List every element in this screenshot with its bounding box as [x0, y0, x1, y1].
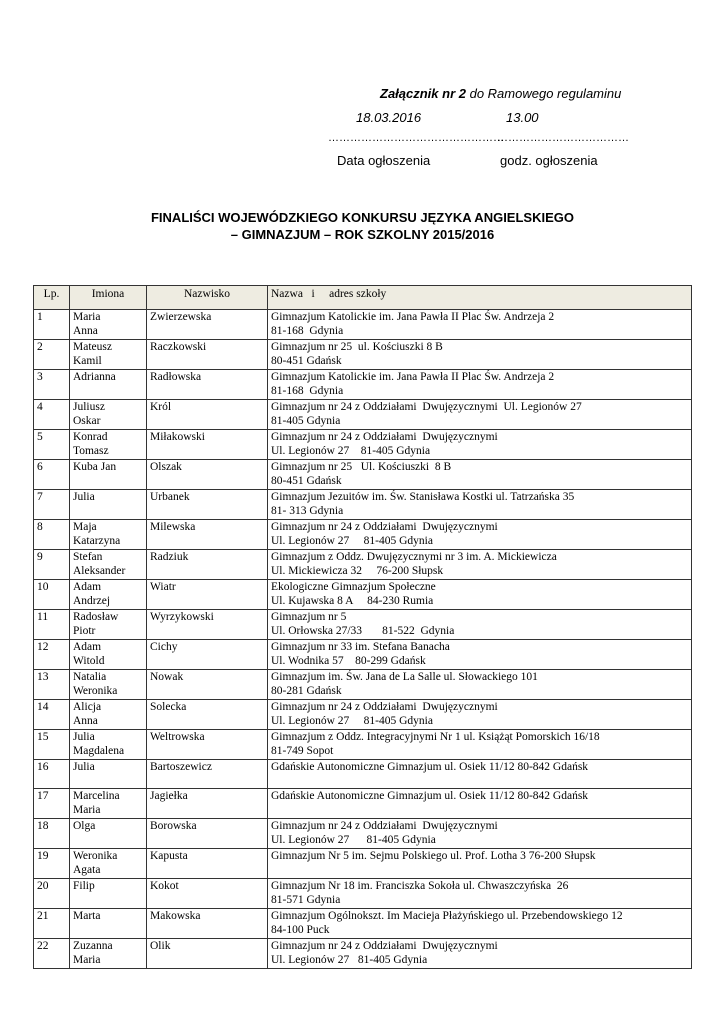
school-name-line: Gimnazjum Katolickie im. Jana Pawła II Plac Św. Andrzeja 2	[271, 371, 555, 383]
school-name-line: Gimnazjum nr 24 z Oddziałami Dwujęzycznymi	[271, 820, 498, 832]
row-number: 2	[37, 341, 43, 353]
row-number: 14	[37, 701, 49, 713]
school-cell	[268, 520, 692, 550]
school-address-line: 81-749 Sopot	[271, 744, 334, 757]
school-name-line: Gimnazjum nr 25 Ul. Kościuszki 8 B	[271, 461, 452, 473]
surname: Kapusta	[150, 850, 188, 862]
first-names-cell	[70, 550, 147, 580]
time-label: godz. ogłoszenia	[500, 153, 598, 168]
first-name: Kuba Jan	[73, 461, 117, 473]
surname-cell	[147, 670, 268, 700]
surname-cell	[147, 370, 268, 400]
school-cell	[268, 400, 692, 430]
second-name: Kamil	[73, 354, 102, 367]
school-name-line: Ekologiczne Gimnazjum Społeczne	[271, 581, 436, 593]
school-name-line: Gdańskie Autonomiczne Gimnazjum ul. Osiek 11/12 80-842 Gdańsk	[271, 761, 589, 773]
surname: Radłowska	[150, 371, 202, 383]
row-number: 20	[37, 880, 49, 892]
school-cell	[268, 670, 692, 700]
row-number: 15	[37, 731, 49, 743]
school-name-line: Gimnazjum Ogólnokszt. Im Macieja Płażyńskiego ul. Przebendowskiego 12	[271, 910, 623, 922]
surname-cell	[147, 430, 268, 460]
school-address-line: Ul. Legionów 27 81-405 Gdynia	[271, 953, 428, 966]
surname-cell	[147, 730, 268, 760]
school-address-line: Ul. Wodnika 57 80-299 Gdańsk	[271, 654, 426, 667]
first-names-cell	[70, 879, 147, 909]
school-address-line: 81-405 Gdynia	[271, 414, 341, 427]
finalists-table	[33, 285, 692, 969]
first-names-cell	[70, 760, 147, 789]
first-names-cell	[70, 849, 147, 879]
surname-cell	[147, 400, 268, 430]
first-name: Filip	[73, 880, 95, 892]
school-address-line: 81-168 Gdynia	[271, 384, 344, 397]
school-cell	[268, 580, 692, 610]
school-name-line: Gimnazjum Jezuitów im. Św. Stanisława Kostki ul. Tatrzańska 35	[271, 491, 575, 503]
row-number: 5	[37, 431, 43, 443]
school-cell	[268, 490, 692, 520]
surname-cell	[147, 849, 268, 879]
surname-cell	[147, 939, 268, 969]
table-row	[34, 580, 692, 610]
school-address-line: Ul. Legionów 27 81-405 Gdynia	[271, 714, 433, 727]
first-names-cell	[70, 640, 147, 670]
row-number: 10	[37, 581, 49, 593]
second-name: Maria	[73, 803, 101, 816]
surname-cell	[147, 700, 268, 730]
surname: Radziuk	[150, 551, 189, 563]
first-names-cell	[70, 730, 147, 760]
row-number: 6	[37, 461, 43, 473]
row-number-cell	[34, 849, 70, 879]
table-row	[34, 340, 692, 370]
surname: Wiatr	[150, 581, 176, 593]
first-names-cell	[70, 580, 147, 610]
school-name-line: Gimnazjum nr 24 z Oddziałami Dwujęzycznymi	[271, 521, 498, 533]
row-number: 18	[37, 820, 49, 832]
row-number: 11	[37, 611, 49, 623]
time-dotted-line: ………………………………	[497, 132, 629, 144]
surname: Zwierzewska	[150, 311, 212, 323]
table-row	[34, 849, 692, 879]
row-number-cell	[34, 760, 70, 789]
surname-cell	[147, 580, 268, 610]
second-name: Magdalena	[73, 744, 125, 757]
surname: Wyrzykowski	[150, 611, 214, 623]
surname-cell	[147, 310, 268, 340]
second-name: Agata	[73, 863, 101, 876]
annex-reference	[380, 86, 621, 101]
school-name-line: Gimnazjum Nr 18 im. Franciszka Sokoła ul. Chwaszczyńska 26	[271, 880, 569, 892]
school-name-line: Gimnazjum nr 33 im. Stefana Banacha	[271, 641, 450, 653]
school-cell	[268, 879, 692, 909]
row-number-cell	[34, 730, 70, 760]
row-number: 12	[37, 641, 49, 653]
row-number: 16	[37, 761, 49, 773]
row-number-cell	[34, 400, 70, 430]
column-header-lp: Lp.	[34, 286, 70, 310]
school-name-line: Gimnazjum z Oddz. Integracyjnymi Nr 1 ul. Książąt Pomorskich 16/18	[271, 731, 600, 743]
table-row	[34, 730, 692, 760]
row-number: 22	[37, 940, 49, 952]
school-name-line: Gimnazjum im. Św. Jana de La Salle ul. Słowackiego 101	[271, 671, 538, 683]
row-number-cell	[34, 789, 70, 819]
first-name: Zuzanna	[73, 940, 113, 952]
announcement-date: 18.03.2016	[356, 110, 422, 125]
surname: Król	[150, 401, 172, 413]
first-names-cell	[70, 460, 147, 490]
school-address-line: 81-168 Gdynia	[271, 324, 344, 337]
table-row	[34, 670, 692, 700]
row-number-cell	[34, 909, 70, 939]
row-number-cell	[34, 610, 70, 640]
row-number: 21	[37, 910, 49, 922]
first-name: Konrad	[73, 431, 108, 443]
second-name: Andrzej	[73, 594, 111, 607]
row-number-cell	[34, 580, 70, 610]
table-row	[34, 640, 692, 670]
table-row	[34, 789, 692, 819]
school-address-line: Ul. Legionów 27 81-405 Gdynia	[271, 534, 433, 547]
school-cell	[268, 760, 692, 789]
second-name: Katarzyna	[73, 534, 121, 547]
school-name-line: Gimnazjum nr 24 z Oddziałami Dwujęzycznymi	[271, 431, 498, 443]
row-number: 8	[37, 521, 43, 533]
school-address-line: 81- 313 Gdynia	[271, 504, 344, 517]
row-number: 17	[37, 790, 49, 802]
table-row	[34, 879, 692, 909]
row-number-cell	[34, 310, 70, 340]
second-name: Anna	[73, 714, 98, 727]
first-names-cell	[70, 789, 147, 819]
first-name: Marcelina	[73, 790, 120, 802]
surname-cell	[147, 819, 268, 849]
first-name: Julia	[73, 731, 95, 743]
row-number: 19	[37, 850, 49, 862]
surname-cell	[147, 640, 268, 670]
first-names-cell	[70, 700, 147, 730]
school-cell	[268, 909, 692, 939]
row-number-cell	[34, 370, 70, 400]
first-names-cell	[70, 909, 147, 939]
row-number: 3	[37, 371, 43, 383]
table-row	[34, 490, 692, 520]
school-name-line: Gdańskie Autonomiczne Gimnazjum ul. Osiek 11/12 80-842 Gdańsk	[271, 790, 589, 802]
table-row	[34, 610, 692, 640]
school-cell	[268, 340, 692, 370]
table-header-row	[34, 286, 692, 310]
annex-number: Załącznik nr 2	[380, 86, 466, 101]
first-name: Maja	[73, 521, 97, 533]
first-name: Mateusz	[73, 341, 112, 353]
surname: Milewska	[150, 521, 196, 533]
column-header-surname: Nazwisko	[147, 286, 268, 310]
first-name: Weronika	[73, 850, 118, 862]
first-names-cell	[70, 370, 147, 400]
row-number: 9	[37, 551, 43, 563]
table-row	[34, 370, 692, 400]
school-name-line: Gimnazjum Nr 5 im. Sejmu Polskiego ul. Prof. Lotha 3 76-200 Słupsk	[271, 850, 596, 862]
school-cell	[268, 819, 692, 849]
table-row	[34, 700, 692, 730]
second-name: Tomasz	[73, 444, 109, 457]
surname: Urbanek	[150, 491, 190, 503]
row-number-cell	[34, 430, 70, 460]
column-header-first-names: Imiona	[70, 286, 147, 310]
first-names-cell	[70, 340, 147, 370]
first-names-cell	[70, 430, 147, 460]
second-name: Oskar	[73, 414, 101, 427]
school-cell	[268, 370, 692, 400]
school-address-line: Ul. Legionów 27 81-405 Gdynia	[271, 444, 431, 457]
surname-cell	[147, 550, 268, 580]
table-row	[34, 460, 692, 490]
row-number-cell	[34, 939, 70, 969]
row-number: 13	[37, 671, 49, 683]
row-number-cell	[34, 879, 70, 909]
table-row	[34, 909, 692, 939]
school-name-line: Gimnazjum nr 24 z Oddziałami Dwujęzycznymi	[271, 701, 498, 713]
first-name: Maria	[73, 311, 101, 323]
first-name: Julia	[73, 491, 95, 503]
school-address-line: 80-451 Gdańsk	[271, 354, 342, 367]
first-names-cell	[70, 939, 147, 969]
table-row	[34, 400, 692, 430]
row-number-cell	[34, 640, 70, 670]
table-row	[34, 430, 692, 460]
surname-cell	[147, 340, 268, 370]
first-name: Marta	[73, 910, 101, 922]
annex-regulation: do Ramowego regulaminu	[465, 86, 622, 101]
surname: Solecka	[150, 701, 187, 713]
first-name: Radosław	[73, 611, 119, 623]
surname: Jagiełka	[150, 790, 188, 802]
first-names-cell	[70, 819, 147, 849]
row-number-cell	[34, 550, 70, 580]
school-address-line: Ul. Legionów 27 81-405 Gdynia	[271, 833, 436, 846]
surname: Olik	[150, 940, 171, 952]
school-address-line: Ul. Mickiewicza 32 76-200 Słupsk	[271, 564, 444, 577]
first-names-cell	[70, 520, 147, 550]
first-name: Adrianna	[73, 371, 116, 383]
surname: Miłakowski	[150, 431, 205, 443]
table-row	[34, 310, 692, 340]
document-title-line-2: – GIMNAZJUM – ROK SZKOLNY 2015/2016	[230, 227, 495, 242]
school-cell	[268, 310, 692, 340]
row-number-cell	[34, 460, 70, 490]
row-number: 1	[37, 311, 43, 323]
first-name: Juliusz	[73, 401, 105, 413]
surname: Weltrowska	[150, 731, 205, 743]
school-cell	[268, 700, 692, 730]
school-cell	[268, 610, 692, 640]
first-names-cell	[70, 670, 147, 700]
surname-cell	[147, 789, 268, 819]
school-address-line: 80-451 Gdańsk	[271, 474, 342, 487]
school-cell	[268, 789, 692, 819]
surname-cell	[147, 909, 268, 939]
table-row	[34, 939, 692, 969]
school-name-line: Gimnazjum Katolickie im. Jana Pawła II Plac Św. Andrzeja 2	[271, 311, 555, 323]
second-name: Weronika	[73, 684, 118, 697]
first-name: Julia	[73, 761, 95, 773]
school-name-line: Gimnazjum nr 24 z Oddziałami Dwujęzycznymi	[271, 940, 498, 952]
surname: Kokot	[150, 880, 179, 892]
column-header-school: Nazwa i adres szkoły	[268, 286, 692, 310]
table-row	[34, 760, 692, 789]
surname: Cichy	[150, 641, 178, 653]
row-number-cell	[34, 700, 70, 730]
table-row	[34, 819, 692, 849]
first-names-cell	[70, 310, 147, 340]
row-number-cell	[34, 670, 70, 700]
school-cell	[268, 460, 692, 490]
row-number-cell	[34, 490, 70, 520]
row-number-cell	[34, 520, 70, 550]
surname-cell	[147, 760, 268, 789]
school-cell	[268, 430, 692, 460]
surname: Borowska	[150, 820, 197, 832]
school-name-line: Gimnazjum z Oddz. Dwujęzycznymi nr 3 im. A. Mickiewicza	[271, 551, 557, 563]
first-name: Adam	[73, 581, 102, 593]
surname-cell	[147, 610, 268, 640]
school-cell	[268, 550, 692, 580]
first-name: Adam	[73, 641, 102, 653]
school-cell	[268, 640, 692, 670]
second-name: Piotr	[73, 624, 96, 637]
second-name: Aleksander	[73, 564, 126, 577]
second-name: Witold	[73, 654, 105, 667]
first-name: Natalia	[73, 671, 107, 683]
announcement-time: 13.00	[506, 110, 539, 125]
table-row	[34, 520, 692, 550]
row-number: 4	[37, 401, 43, 413]
school-cell	[268, 730, 692, 760]
first-names-cell	[70, 490, 147, 520]
surname: Nowak	[150, 671, 184, 683]
table-row	[34, 550, 692, 580]
second-name: Maria	[73, 953, 101, 966]
surname: Makowska	[150, 910, 201, 922]
school-address-line: 84-100 Puck	[271, 923, 330, 936]
surname: Raczkowski	[150, 341, 207, 353]
surname: Bartoszewicz	[150, 761, 212, 773]
school-name-line: Gimnazjum nr 25 ul. Kościuszki 8 B	[271, 341, 443, 353]
school-name-line: Gimnazjum nr 24 z Oddziałami Dwujęzycznymi Ul. Legionów 27	[271, 401, 582, 413]
school-cell	[268, 849, 692, 879]
second-name: Anna	[73, 324, 98, 337]
first-name: Olga	[73, 820, 96, 832]
school-address-line: 80-281 Gdańsk	[271, 684, 342, 697]
surname: Olszak	[150, 461, 182, 473]
row-number: 7	[37, 491, 43, 503]
school-cell	[268, 939, 692, 969]
first-names-cell	[70, 610, 147, 640]
school-name-line: Gimnazjum nr 5	[271, 611, 347, 623]
surname-cell	[147, 879, 268, 909]
surname-cell	[147, 460, 268, 490]
surname-cell	[147, 490, 268, 520]
row-number-cell	[34, 340, 70, 370]
school-address-line: 81-571 Gdynia	[271, 893, 341, 906]
school-address-line: Ul. Orłowska 27/33 81-522 Gdynia	[271, 624, 455, 637]
first-names-cell	[70, 400, 147, 430]
document-title-line-1: FINALIŚCI WOJEWÓDZKIEGO KONKURSU JĘZYKA ANGIELSKIEGO	[150, 210, 574, 225]
first-name: Alicja	[73, 701, 102, 713]
date-dotted-line: …………………………………………	[328, 132, 504, 144]
date-label: Data ogłoszenia	[337, 153, 431, 168]
row-number-cell	[34, 819, 70, 849]
school-address-line: Ul. Kujawska 8 A 84-230 Rumia	[271, 594, 434, 607]
first-name: Stefan	[73, 551, 103, 563]
surname-cell	[147, 520, 268, 550]
